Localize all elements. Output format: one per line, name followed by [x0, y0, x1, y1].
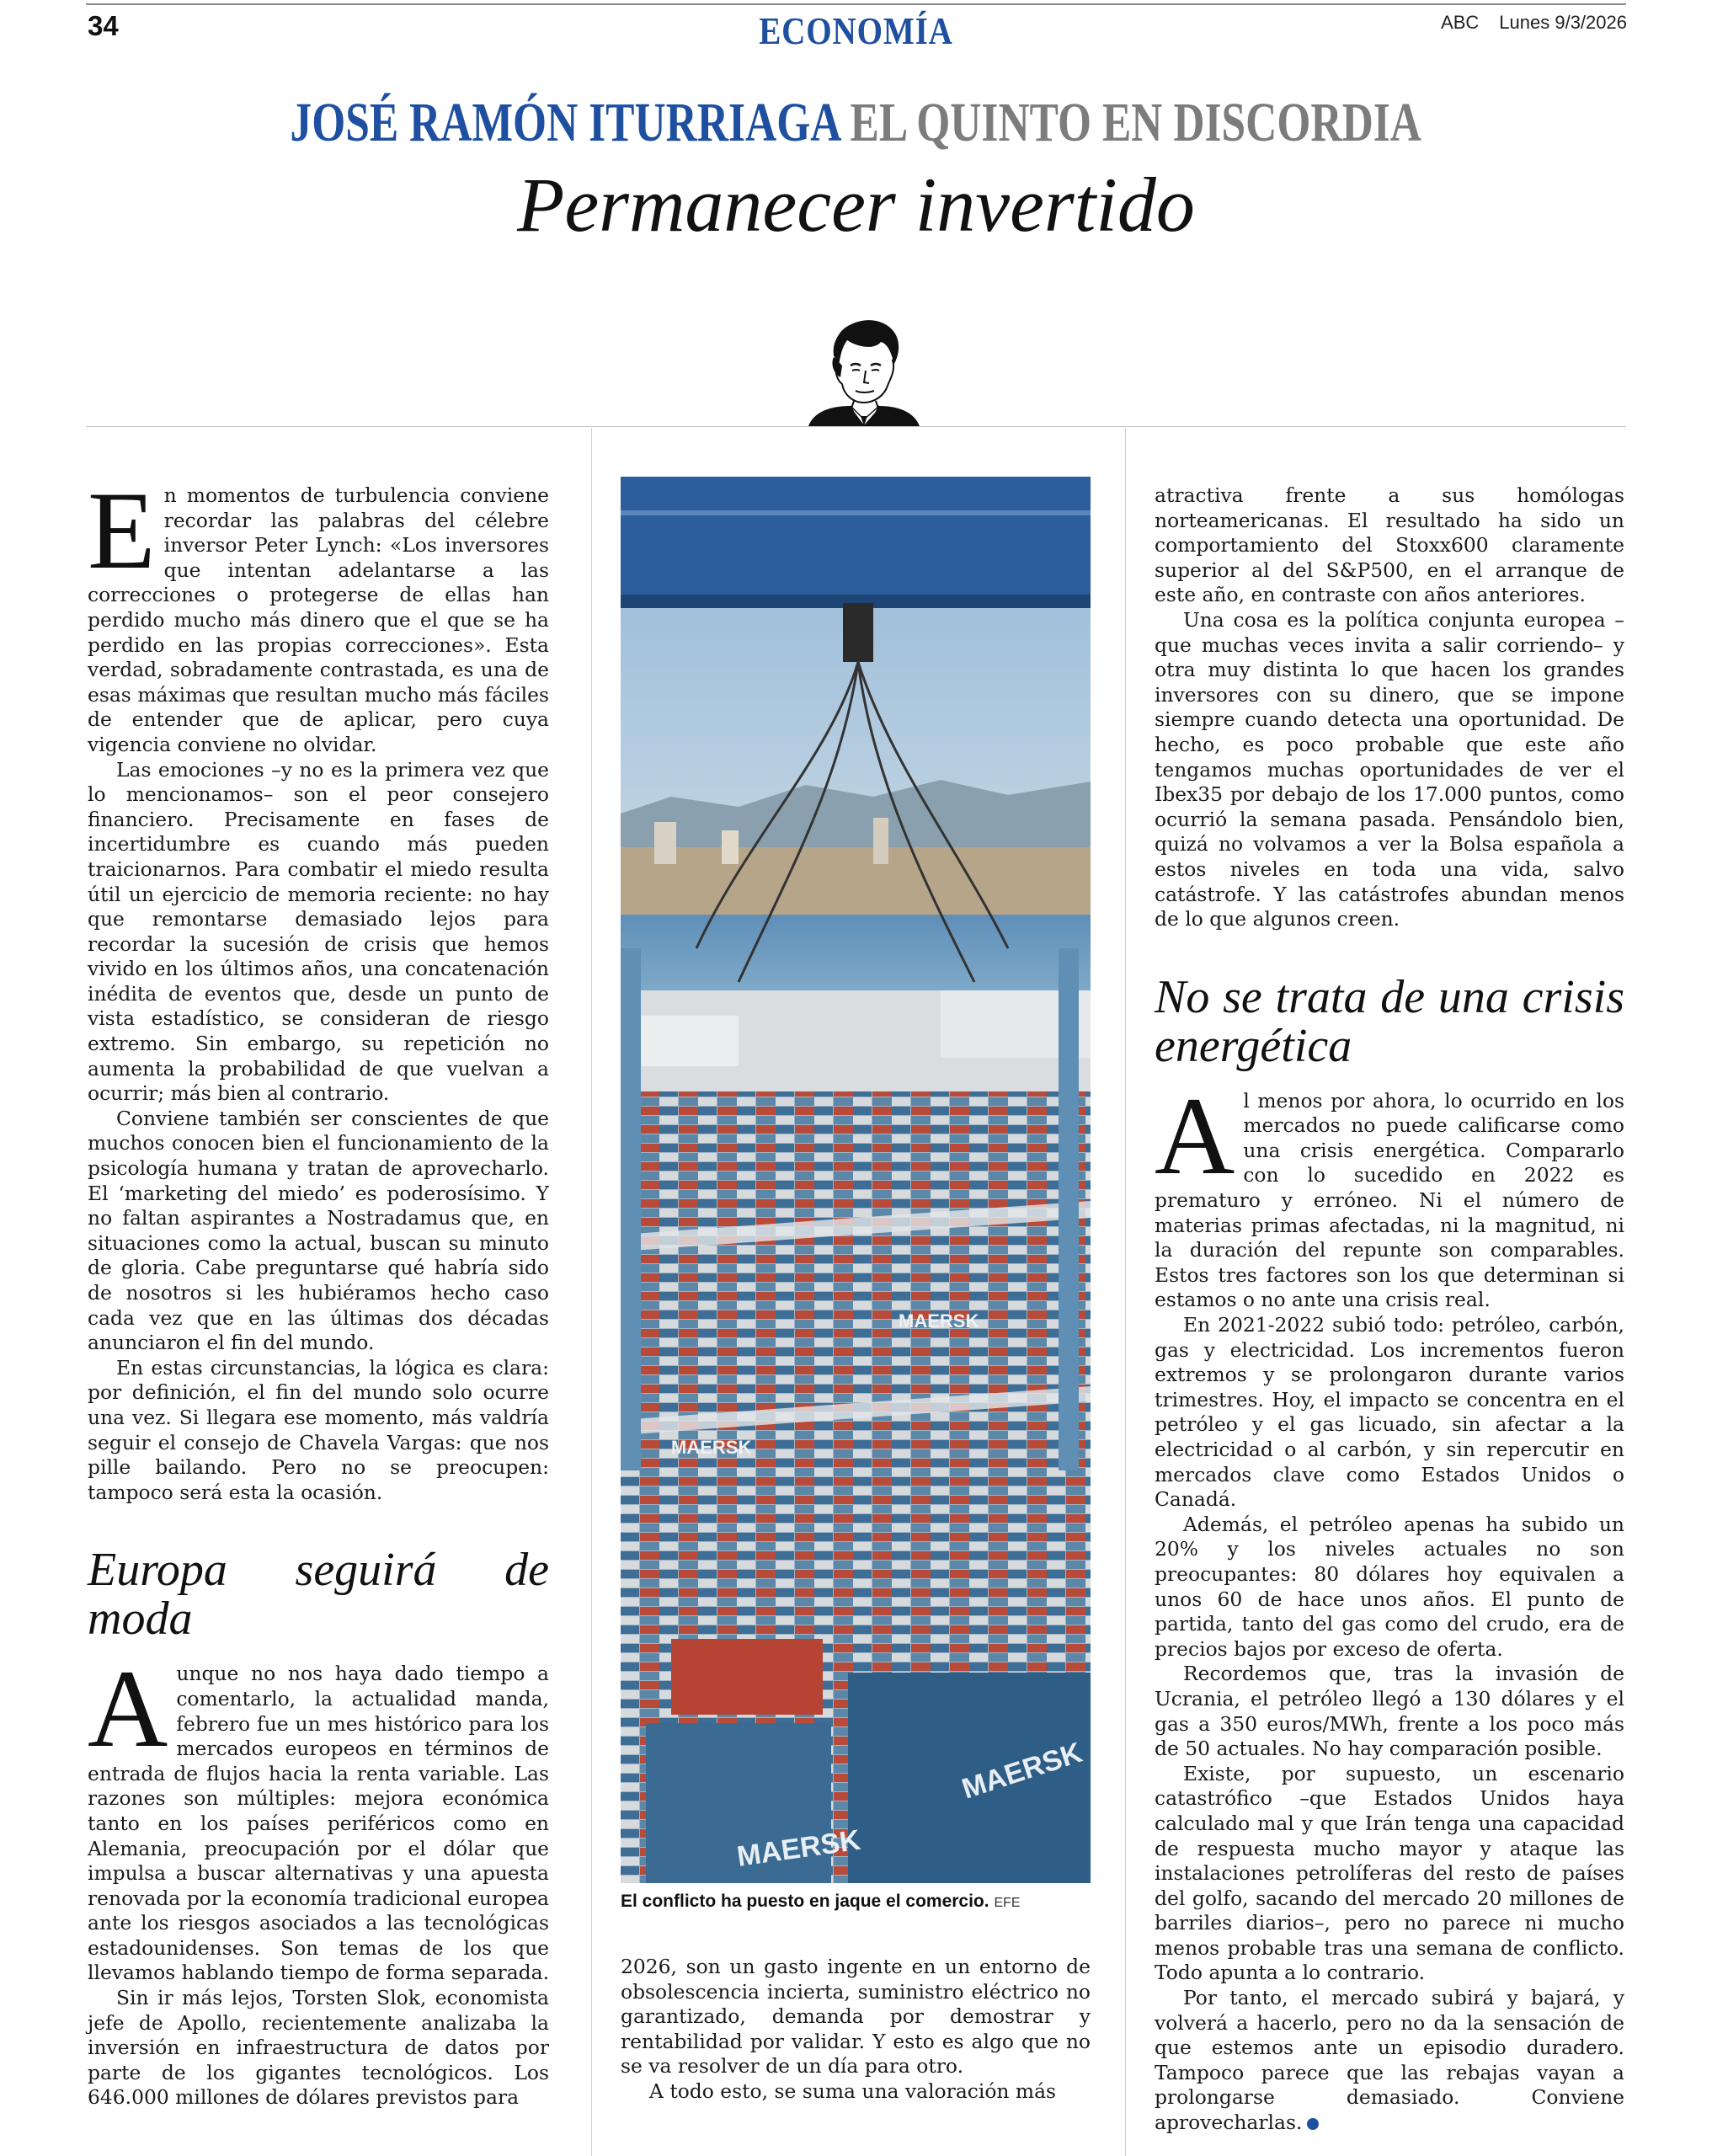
dropcap: E	[88, 468, 156, 592]
paragraph: Recordemos que, tras la invasión de Ucrania, el petróleo llegó a 130 dólares y el gas a 350 euros/MWh, frente a los poco más de 50 actuales. No hay comparación posible.	[1155, 1662, 1624, 1761]
paragraph: atractiva frente a sus homólogas norteamericanas. El resultado ha sido un comportamiento del Stoxx600 claramente superior al del S&P500, en el arranque de este año, en contraste con años anteriores.	[1155, 483, 1624, 607]
column-2	[621, 1955, 1091, 2105]
paragraph: 2026, son un gasto ingente en un entorno de obsolescencia incierta, suministro eléctrico no garantizado, demanda por demostrar y rentabilidad por validar. Y esto es algo que no se va resolver de un día para otro.	[621, 1955, 1091, 2079]
author-portrait-illustration	[808, 318, 920, 426]
paragraph: Sin ir más lejos, Torsten Slok, economista jefe de Apollo, recientemente analizaba la inversión en infraestructura de datos por parte de los gigantes tecnológicos. Los 646.000 millones de dólares previstos para	[88, 1986, 549, 2110]
photo-caption	[621, 1892, 1091, 1912]
column-1	[88, 468, 550, 2111]
top-rule	[86, 3, 1626, 5]
header-divider	[86, 426, 1626, 427]
paragraph: Una cosa es la política conjunta europea –que muchas veces invita a salir corriendo– y otra muy distinta lo que hacen los grandes inversores con su dinero, que se impone siempre cuando detecta una oportunidad. De hecho, es poco probable que este año tengamos muchas oportunidades de ver el Ibex35 por debajo de los 17.000 puntos, como ocurrió la semana pasada. Pensándolo bien, quizá no volvamos a ver la Bolsa española a estos niveles en toda una vida, salvo catástrofe. Y las catástrofes abundan menos de lo que algunos creen.	[1155, 607, 1624, 931]
masthead	[1421, 12, 1627, 34]
paragraph: Por tanto, el mercado subirá y bajará, y volverá a hacerlo, pero no da la sensación de que estemos ante un episodio duradero. Tampoco parece que las rebajas vayan a prolongarse demasiado. Conviene aprovecharlas.	[1155, 1986, 1624, 2135]
container-port-photo[interactable]	[621, 477, 1091, 1883]
column-divider	[591, 428, 592, 2156]
byline	[0, 91, 1712, 155]
issue-date: Lunes 9/3/2026	[1499, 12, 1627, 33]
container-brand-label: MAERSK	[671, 1437, 752, 1458]
paragraph: En estas circunstancias, la lógica es clara: por definición, el fin del mundo solo ocurre una vez. Si llegara ese momento, más valdría seguir el consejo de Chavela Vargas: que nos pille bailando. Pero no se preocupen: tampoco será esta la ocasión.	[88, 1355, 549, 1504]
dropcap: A	[88, 1646, 168, 1771]
column-3	[1155, 483, 1624, 2136]
photo-credit: EFE	[994, 1896, 1021, 1910]
headline: Permanecer invertido	[517, 162, 1195, 248]
paragraph: En 2021-2022 subió todo: petróleo, carbón, gas y electricidad. Los incrementos fueron extremos y se prolongaron durante varios trimestres. Hoy, el impacto se concentra en el petróleo y el gas licuado, sin afectar a la electricidad o al carbón, y sin repercutir en mercados clave como Estados Unidos o Canadá.	[1155, 1313, 1624, 1512]
paragraph: A todo esto, se suma una valoración más	[649, 2079, 1057, 2103]
container-brand-label: MAERSK	[899, 1310, 979, 1331]
paragraph: Además, el petróleo apenas ha subido un 20% y los niveles actuales no son preocupantes: 80 dólares hoy equivalen a unos 60 de hace unos años. El punto de partida, tanto del gas como del crudo, era de precios bajos por exceso de oferta.	[1155, 1512, 1624, 1661]
page-number: 34	[88, 10, 119, 41]
paragraph: Al menos por ahora, lo ocurrido en los mercados no puede calificarse como una crisis energética. Compararlo con lo sucedido en 2022 es prematuro y erróneo. Ni el número de materias primas afectadas, ni la magnitud, ni la duración del repunte son comparables. Estos tres factores son los que determinan si estamos o no ante una crisis real.	[1155, 1073, 1624, 1312]
section-title[interactable]: ECONOMÍA	[759, 9, 953, 52]
paragraph: Las emociones –y no es la primera vez que lo mencionamos– son el peor consejero financiero. Precisamente en fases de incertidumbre es cuando más pueden traicionarnos. Para combatir el miedo resulta útil un ejercicio de memoria reciente: no hay que remontarse demasiado lejos para recordar la sucesión de crisis que hemos vivido en los últimos años, una concatenación inédita de eventos que, desde un punto de vista estadístico, se consideran de riesgo extremo. Sin embargo, su repetición no aumenta la probabilidad de que vuelvan a ocurrir; más bien al contrario.	[88, 757, 549, 1106]
dropcap: A	[1155, 1073, 1235, 1198]
paragraph: Existe, por supuesto, un escenario catastrófico –que Estados Unidos haya calculado mal y que Irán tenga una capacidad de respuesta mucho mayor y ataque las instalaciones petrolíferas del resto de países del golfo, sacando del mercado 20 millones de barriles diarios–, pero no parece ni mucho menos probable tras una semana de conflicto. Todo apunta a lo contrario.	[1155, 1761, 1624, 1985]
column-divider	[1125, 428, 1126, 2156]
subheading: Europa seguirá de moda	[88, 1544, 549, 1646]
paragraph: En momentos de turbulencia conviene recordar las palabras del célebre inversor Peter Lynch: «Los inversores que intentan adelantarse a las correcciones o protegerse de ellas han perdido mucho más dinero que el que se ha perdido en las propias correcciones». Esta verdad, sobradamente contrastada, es una de esas máximas que resultan mucho más fáciles de entender que de aplicar, pero cuya vigencia conviene no olvidar.	[88, 468, 549, 756]
newspaper-name[interactable]: ABC	[1441, 12, 1480, 33]
author-name[interactable]: JOSÉ RAMÓN ITURRIAGA	[290, 92, 840, 153]
container-brand-label: MAERSK	[957, 1736, 1086, 1806]
end-mark-icon	[1307, 2118, 1319, 2130]
caption-text: El conflicto ha puesto en jaque el comercio.	[621, 1892, 989, 1911]
container-brand-label: MAERSK	[734, 1823, 863, 1873]
subheading: No se trata de una crisis energética	[1155, 970, 1624, 1072]
paragraph: Conviene también ser conscientes de que muchos conocen bien el funcionamiento de la psicología humana y tratan de aprovecharlo. El ‘marketing del miedo’ es poderosísimo. Y no faltan aspirantes a Nostradamus que, en situaciones como la actual, buscan su minuto de gloria. Cabe preguntarse qué habría sido de nosotros si les hubiéramos hecho caso cada vez que en las últimas dos décadas anunciaron el fin del mundo.	[88, 1106, 549, 1355]
column-name: EL QUINTO EN DISCORDIA	[850, 92, 1422, 153]
paragraph: Aunque no nos haya dado tiempo a comentarlo, la actualidad manda, febrero fue un mes histórico para los mercados europeos en términos de entrada de flujos hacia la renta variable. Las razones son múltiples: mejora económica tanto en los países periféricos como en Alemania, preocupación por el dólar que impulsa a buscar alternativas y una apuesta renovada por la economía tradicional europea ante los riesgos asociados a las tecnológicas estadounidenses. Son temas de los que llevamos hablando tiempo de forma separada.	[88, 1646, 550, 1985]
